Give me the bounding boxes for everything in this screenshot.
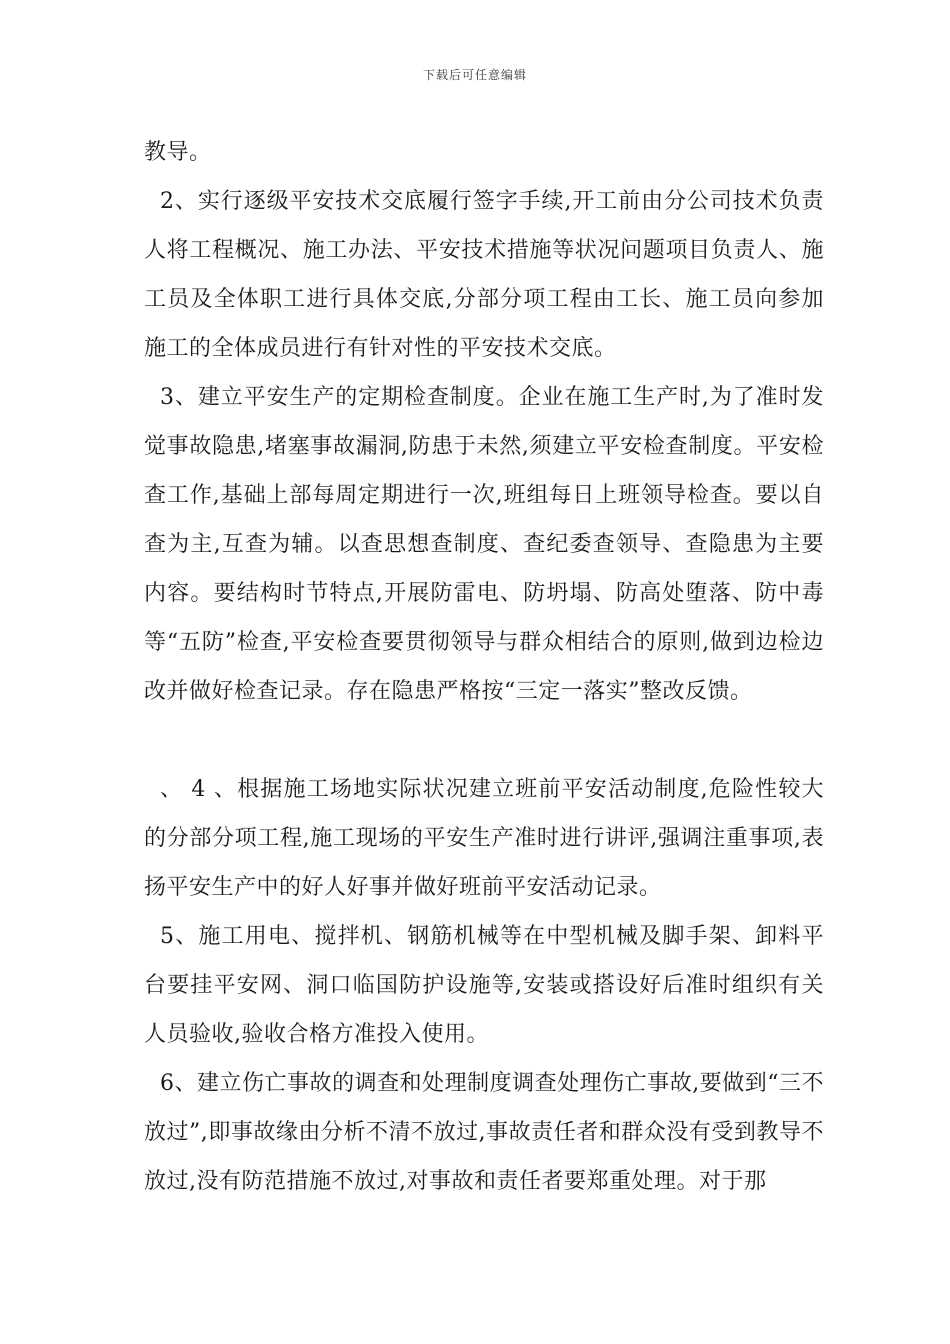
paragraph-item-6: 6、建立伤亡事故的调查和处理制度调查处理伤亡事故,要做到“三不放过”,即事故缘由分析不清不放过,事故责任者和群众没有受到教导不放过,没有防范措施不放过,对事故和责任者要郑重处理。对于那	[144, 1071, 824, 1194]
paragraph-continuation: 教导。	[144, 140, 212, 165]
paragraph-item-5: 5、施工用电、搅拌机、钢筋机械等在中型机械及脚手架、卸料平台要挂平安网、洞口临国防护设施等,安装或搭设好后准时组织有关人员验收,验收合格方准投入使用。	[144, 924, 824, 1047]
paragraph-item-4: 、 4 、根据施工场地实际状况建立班前平安活动制度,危险性较大的分部分项工程,施工现场的平安生产准时进行讲评,强调注重事项,表扬平安生产中的好人好事并做好班前平安活动记录。	[144, 777, 824, 900]
paragraph-item-3: 3、建立平安生产的定期检查制度。企业在施工生产时,为了准时发觉事故隐患,堵塞事故漏洞,防患于未然,须建立平安检查制度。平安检查工作,基础上部每周定期进行一次,班组每日上班领导检查。要以自查为主,互查为辅。以查思想查制度、查纪委查领导、查隐患为主要内容。要结构时节特点,开展防雷电、防坍塌、防高处堕落、防中毒等“五防”检查,平安检查要贯彻领导与群众相结合的原则,做到边检边改并做好检查记录。存在隐患严格按“三定一落实”整改反馈。	[144, 385, 824, 704]
paragraph-item-2: 2、实行逐级平安技术交底履行签字手续,开工前由分公司技术负责人将工程概况、施工办法、平安技术措施等状况问题项目负责人、施工员及全体职工进行具体交底,分部分项工程由工长、施工员向参加施工的全体成员进行有针对性的平安技术交底。	[144, 189, 824, 361]
document-body	[144, 128, 824, 1206]
header-note: 下载后可任意编辑	[422, 68, 527, 82]
